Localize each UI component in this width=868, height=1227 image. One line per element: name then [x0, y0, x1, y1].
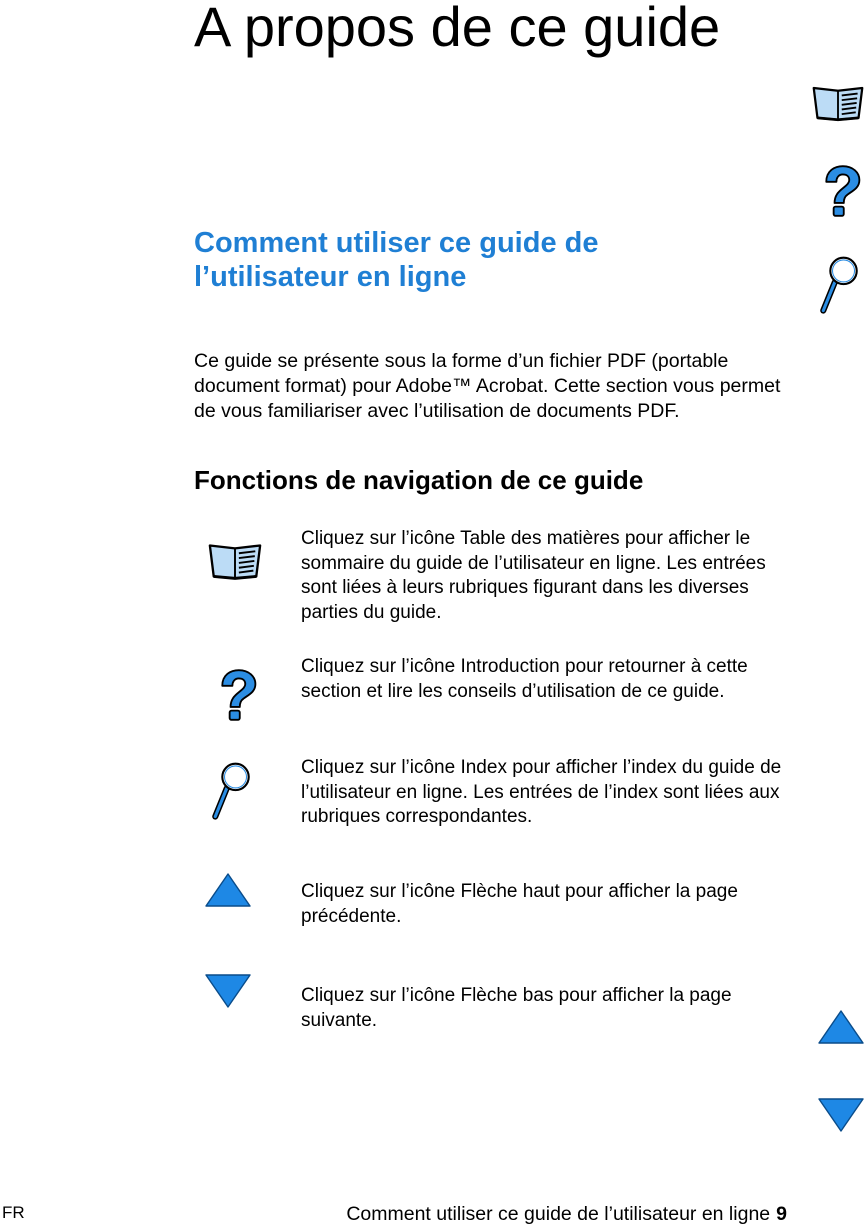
nav-introduction-button[interactable] [818, 162, 864, 220]
feature-arrow-down-text: Cliquez sur l’icône Flèche bas pour afficher la page suivante. [301, 985, 732, 1031]
feature-contents-icon [206, 538, 264, 582]
nav-contents-button[interactable] [810, 80, 866, 124]
nav-index-button[interactable] [818, 254, 862, 316]
feature-contents-text: Cliquez sur l’icône Table des matières pour afficher le sommaire du guide de l’utilisateur en ligne. Les entrées sont liées à leurs rubriques figurant dans les diverses parties du guide. [301, 528, 766, 623]
book-icon [810, 80, 866, 124]
feature-introduction-text: Cliquez sur l’icône Introduction pour retourner à cette section et lire les conseils d’utilisation de ce guide. [301, 656, 748, 702]
intro-paragraph: Ce guide se présente sous la forme d’un fichier PDF (portable document format) pour Adobe™ Acrobat. Cette section vous permet de vous familiariser avec l’utilisation de documents PDF. [194, 350, 781, 422]
page-title: A propos de ce guide [194, 0, 721, 58]
feature-arrow-up-icon [205, 873, 251, 907]
book-icon [206, 538, 264, 582]
arrow-down-icon [818, 1098, 864, 1132]
feature-arrow-down-icon [205, 974, 251, 1008]
nav-next-page-button[interactable] [818, 1098, 864, 1132]
feature-index-text: Cliquez sur l’icône Index pour afficher l’index du guide de l’utilisateur en ligne. Les entrées de l’index sont liées aux rubriques correspondantes. [301, 757, 782, 827]
navigation-heading: Fonctions de navigation de ce guide [194, 465, 644, 495]
arrow-down-icon [205, 974, 251, 1008]
footer-running-title [346, 1202, 787, 1226]
question-mark-icon [214, 666, 260, 724]
feature-introduction-icon [214, 666, 260, 724]
feature-index-icon [210, 760, 254, 822]
section-heading: Comment utiliser ce guide de l’utilisateur en ligne [194, 227, 599, 293]
footer-title: Comment utiliser ce guide de l’utilisateur en ligne [346, 1203, 771, 1225]
magnifier-icon [210, 760, 254, 822]
question-mark-icon [818, 162, 864, 220]
magnifier-icon [818, 254, 862, 316]
feature-arrow-up-text: Cliquez sur l’icône Flèche haut pour afficher la page précédente. [301, 881, 738, 927]
arrow-up-icon [818, 1010, 864, 1044]
footer-language: FR [2, 1203, 25, 1222]
nav-previous-page-button[interactable] [818, 1010, 864, 1044]
arrow-up-icon [205, 873, 251, 907]
page-number: 9 [776, 1203, 787, 1225]
